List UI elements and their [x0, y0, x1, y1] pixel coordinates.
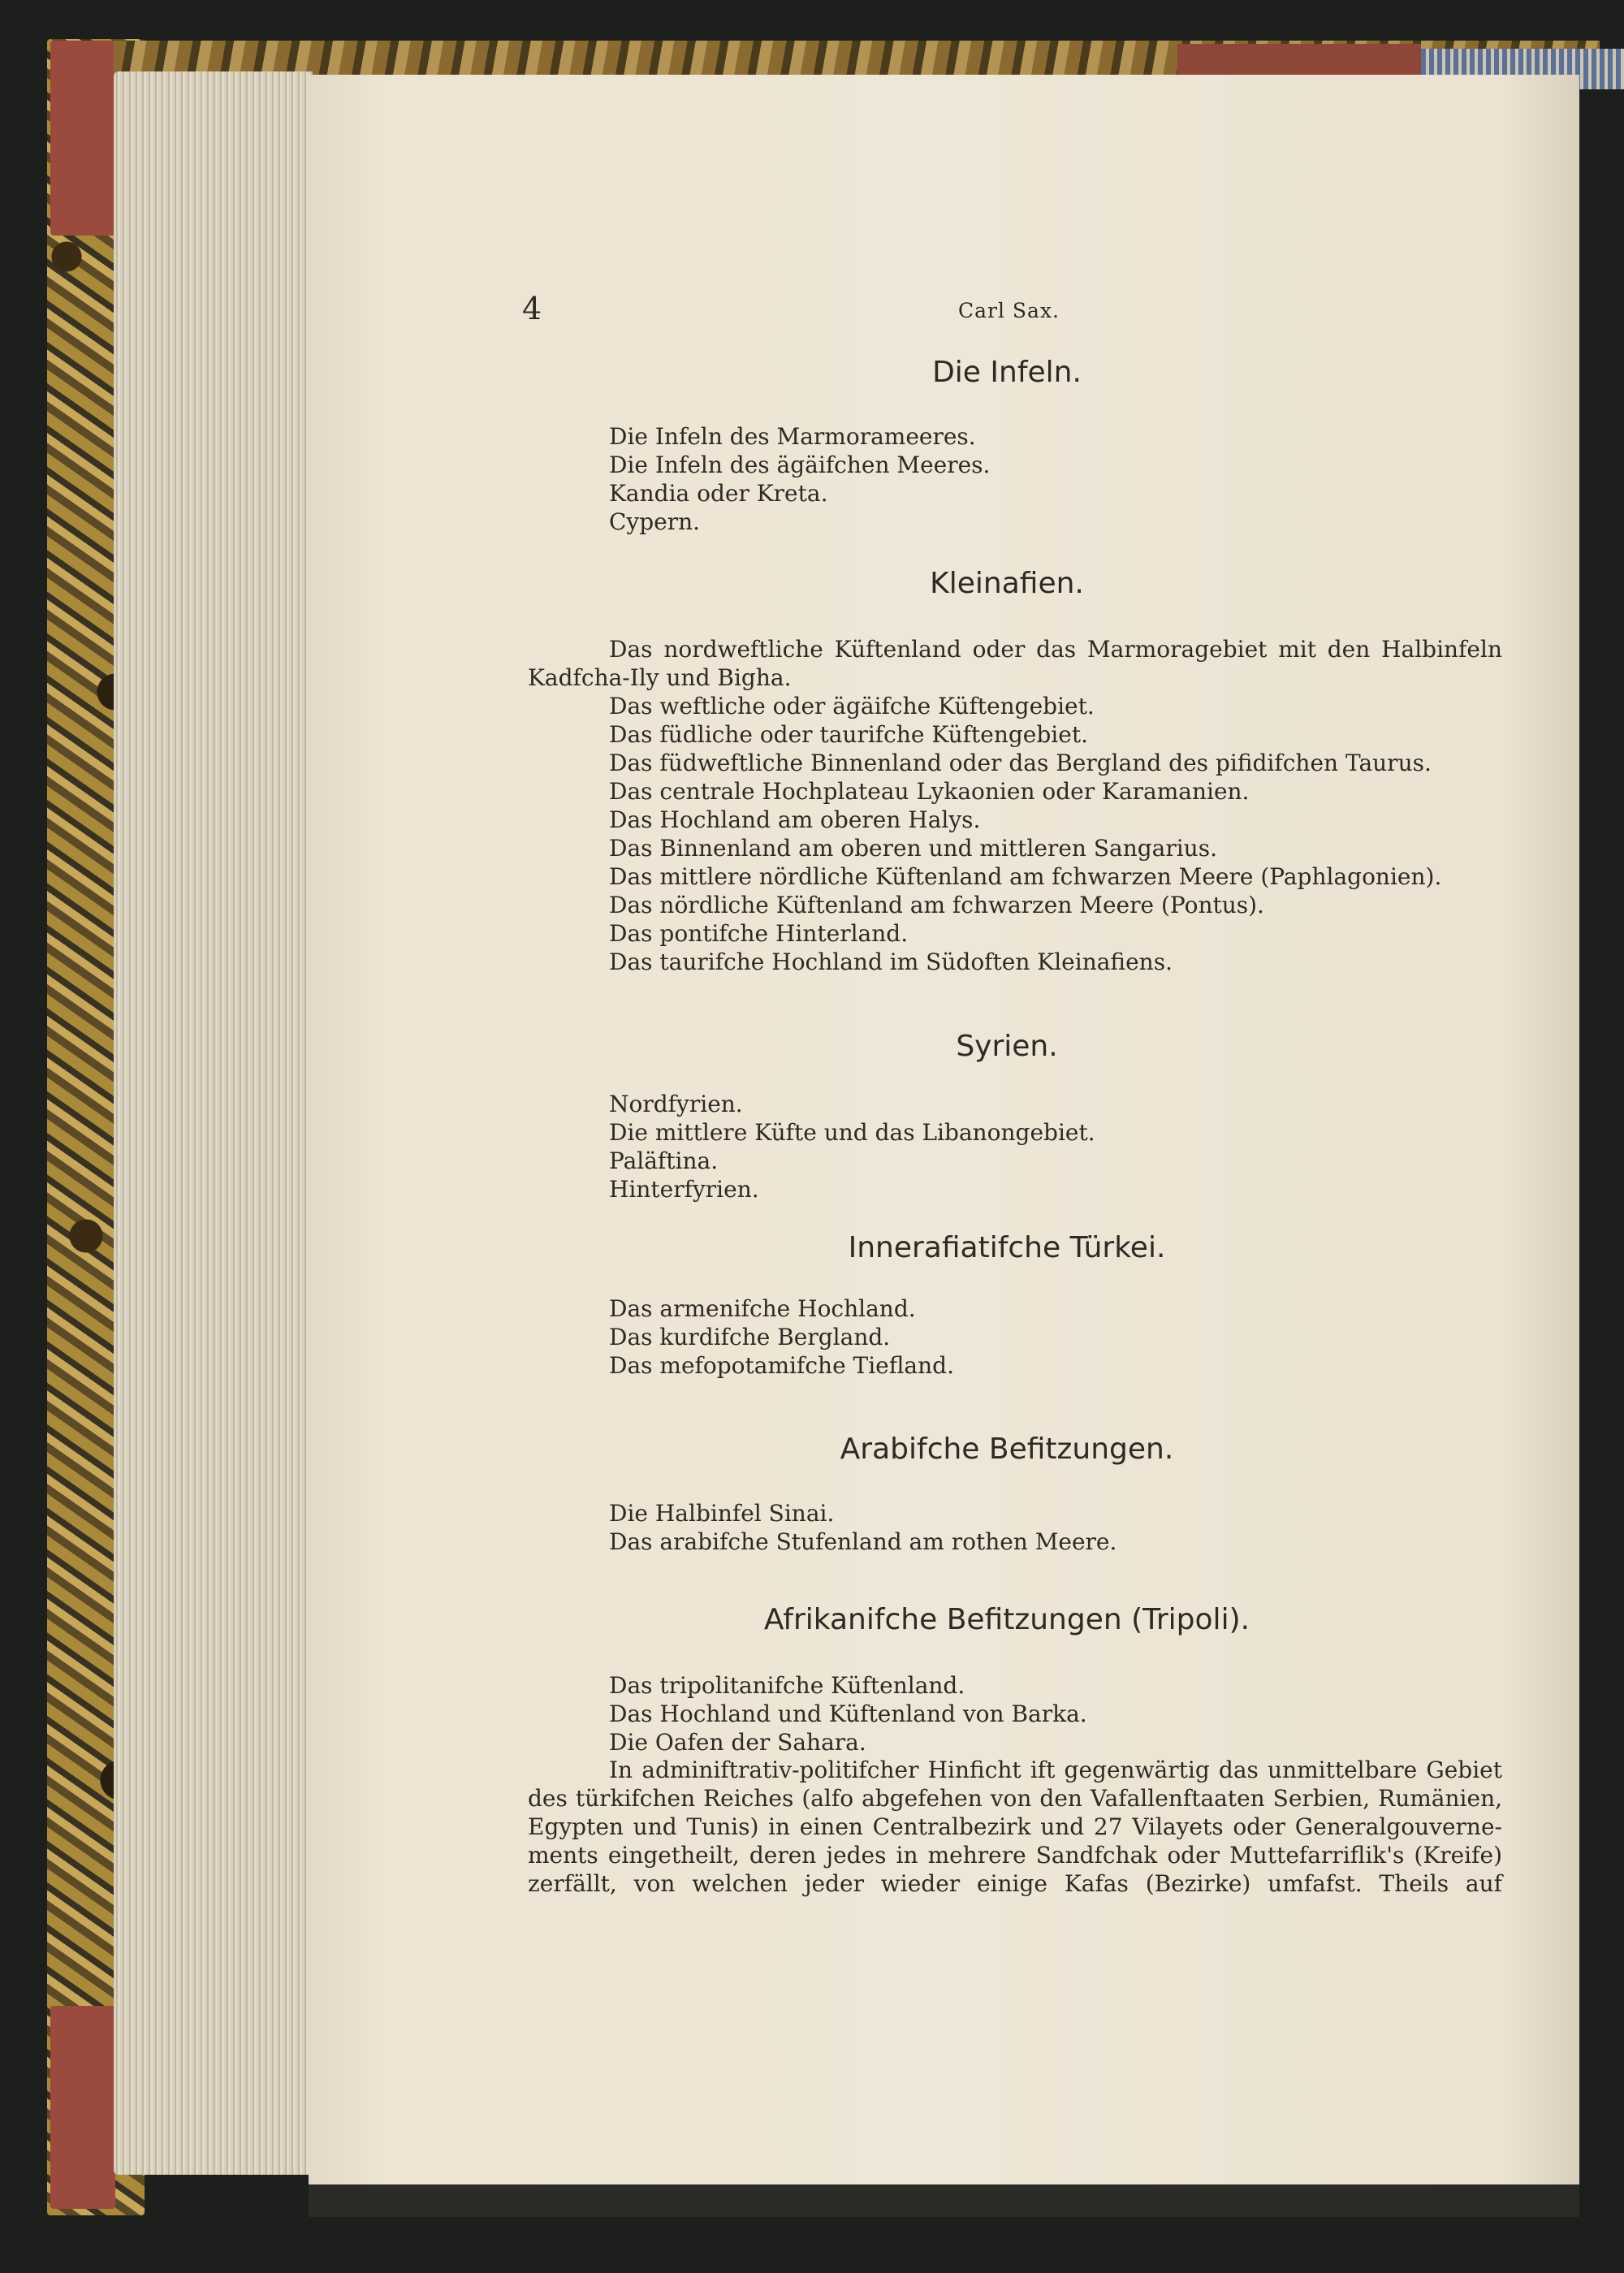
closing-paragraph	[528, 1756, 1502, 1898]
section-heading: Afrikanifche Befitzungen (Tripoli).	[763, 1603, 1250, 1636]
list-item: Das füdweftliche Binnenland oder das Bergland des pifidifchen Taurus.	[609, 750, 1432, 776]
list-item: Das weftliche oder ägäifche Küftengebiet.	[609, 693, 1095, 719]
section-list	[609, 1499, 1116, 1556]
list-item: Das nördliche Küftenland am fchwarzen Meere (Pontus).	[609, 892, 1264, 918]
section-heading: Innerafiatifche Türkei.	[848, 1231, 1166, 1264]
top-board-red	[1177, 44, 1421, 75]
section-list	[609, 1294, 954, 1380]
section-heading: Syrien.	[956, 1030, 1058, 1063]
list-item: Das taurifche Hochland im Südoften Kleinafiens.	[609, 949, 1173, 975]
section-heading: Kleinafien.	[930, 567, 1084, 600]
book-page	[309, 75, 1579, 2186]
paragraph-line: des türkifchen Reiches (alfo abgefehen von den Vafallenftaaten Serbien, Rumänien,	[528, 1785, 1502, 1812]
list-item: Die Halbinfel Sinai.	[609, 1500, 835, 1527]
cover-corner-top	[50, 41, 115, 236]
list-item: Das mefopotamifche Tiefland.	[609, 1352, 954, 1379]
list-item: Das centrale Hochplateau Lykaonien oder Karamanien.	[609, 778, 1250, 805]
list-item: Paläftina.	[609, 1147, 719, 1174]
list-item: Das Hochland am oberen Halys.	[609, 806, 981, 833]
list-item: Das tripolitanifche Küftenland.	[609, 1672, 965, 1699]
paragraph-line: zerfällt, von welchen jeder wieder einige Kafas (Bezirke) umfafst. Theils auf	[528, 1870, 1502, 1897]
section-list	[609, 422, 990, 536]
list-item: Das füdliche oder taurifche Küftengebiet.	[609, 721, 1088, 748]
list-item: Das armenifche Hochland.	[609, 1295, 916, 1322]
paragraph-line: In adminiftrativ-politifcher Hinficht ift gegenwärtig das unmittelbare Gebiet	[609, 1757, 1502, 1783]
list-item: Das pontifche Hinterland.	[609, 920, 909, 947]
running-head	[309, 291, 1579, 326]
paragraph-line: Egypten und Tunis) in einen Centralbezirk und 27 Vilayets oder Generalgouverne-	[528, 1813, 1502, 1840]
list-item: Das Binnenland am oberen und mittleren Sangarius.	[609, 835, 1217, 862]
section-list	[609, 1090, 1095, 1203]
list-item: Die Infeln des ägäifchen Meeres.	[609, 452, 991, 478]
cover-corner-bottom	[50, 2006, 115, 2209]
running-title: Carl Sax.	[958, 299, 1060, 322]
lead-text: Das nordweftliche Küftenland oder das Marmoragebiet mit den Halbinfeln Kadfcha-Ily und Bigha.	[528, 636, 1502, 691]
list-item: Das kurdifche Bergland.	[609, 1324, 891, 1350]
section-heading: Arabifche Befitzungen.	[840, 1433, 1174, 1466]
paragraph-line: ments eingetheilt, deren jedes in mehrere Sandfchak oder Muttefarriflik's (Kreife)	[528, 1842, 1502, 1869]
list-item: Das arabifche Stufenland am rothen Meere.	[609, 1528, 1117, 1555]
section-lead-paragraph	[528, 635, 1502, 692]
list-item: Hinterfyrien.	[609, 1176, 759, 1203]
list-item: Die mittlere Küfte und das Libanongebiet.	[609, 1119, 1095, 1146]
list-item: Die Oafen der Sahara.	[609, 1729, 866, 1756]
list-item: Cypern.	[609, 508, 701, 535]
section-list	[609, 1671, 1087, 1757]
section-heading: Die Infeln.	[932, 356, 1082, 389]
list-item: Die Infeln des Marmorameeres.	[609, 423, 976, 450]
list-item: Kandia oder Kreta.	[609, 480, 828, 507]
list-item: Das mittlere nördliche Küftenland am fchwarzen Meere (Paphlagonien).	[609, 863, 1442, 890]
list-item: Das Hochland und Küftenland von Barka.	[609, 1700, 1087, 1727]
page-edges	[114, 71, 313, 2175]
bottom-shadow	[309, 2184, 1579, 2217]
section-list	[609, 692, 1441, 976]
page-number: 4	[522, 291, 542, 326]
list-item: Nordfyrien.	[609, 1091, 743, 1117]
